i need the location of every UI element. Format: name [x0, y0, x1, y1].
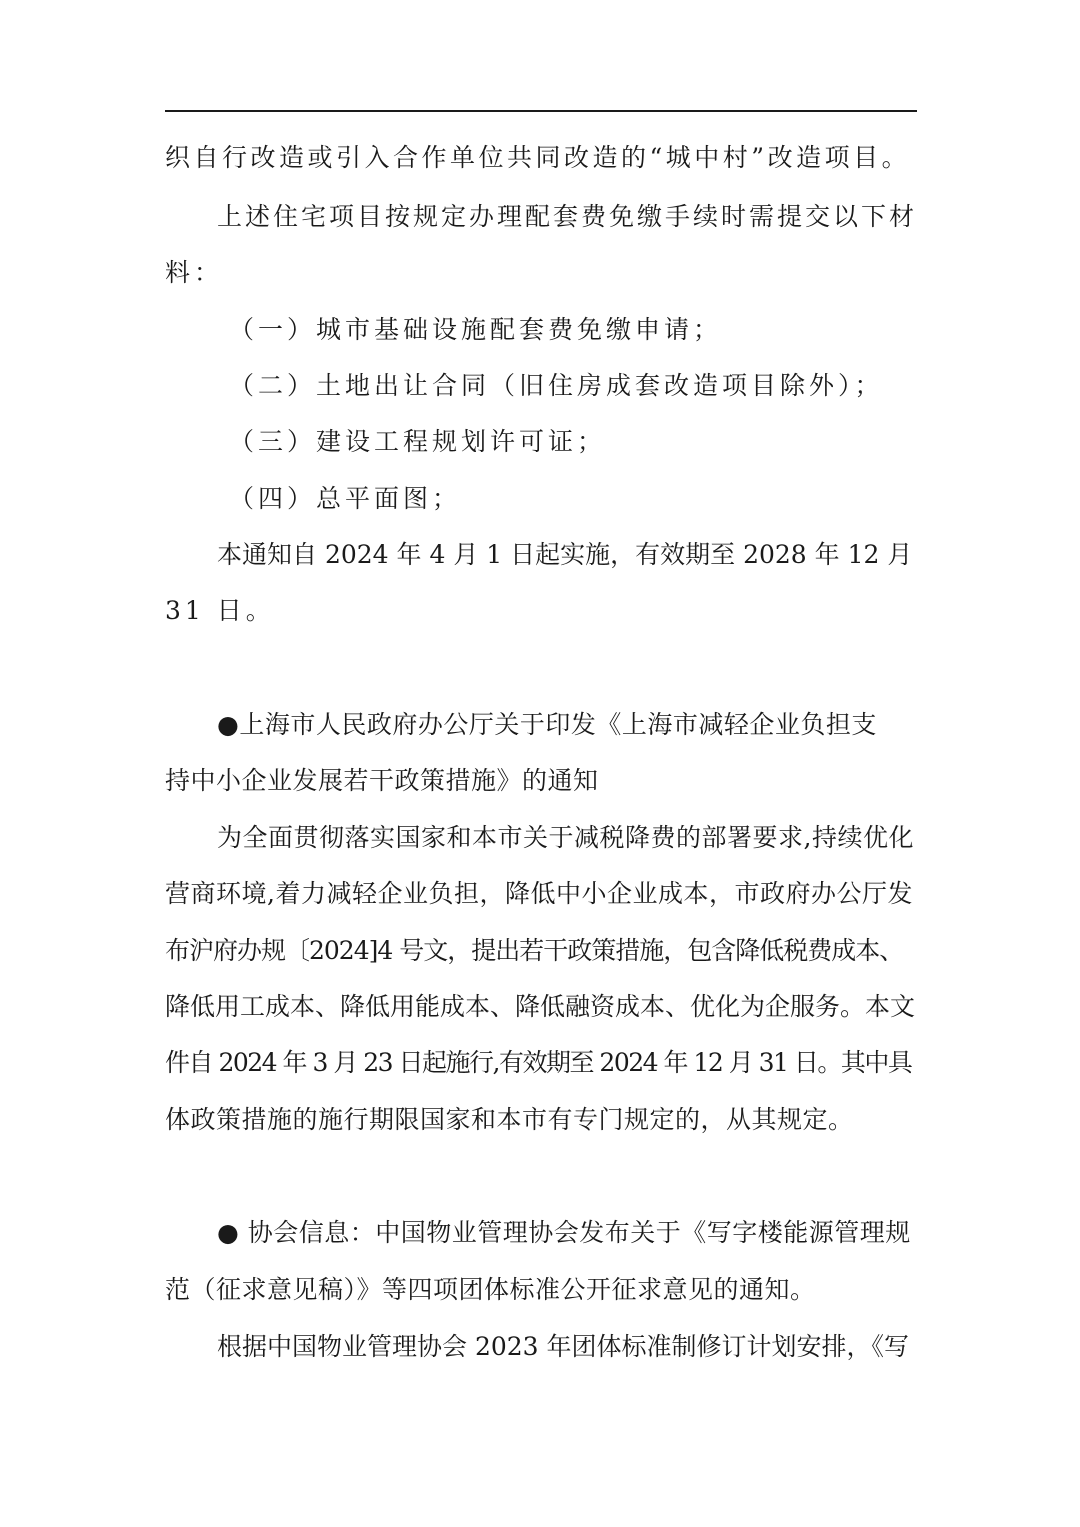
list-item: （一）城市基础设施配套费免缴申请； [229, 315, 723, 344]
paragraph-line: 降低用工成本、降低用能成本、降低融资成本、优化为企服务。本文 [165, 992, 916, 1021]
paragraph-line: 布沪府办规〔2024]4 号文，提出若干政策措施，包含降低税费成本、 [165, 936, 904, 965]
paragraph-line: 件自 2024 年 3 月 23 日起施行,有效期至 2024 年 12 月 31 日。其中具 [165, 1048, 912, 1077]
section-heading: 范（征求意见稿）》等四项团体标准公开征求意见的通知。 [165, 1275, 816, 1304]
paragraph-line: 上述住宅项目按规定办理配套费免缴手续时需提交以下材 [217, 202, 918, 231]
paragraph-line: 为全面贯彻落实国家和本市关于减税降费的部署要求,持续优化 [217, 823, 914, 852]
header-rule [165, 110, 917, 112]
paragraph-line: 体政策措施的施行期限国家和本市有专门规定的，从其规定。 [165, 1105, 854, 1134]
paragraph-line: 料： [165, 258, 224, 287]
section-heading: ●上海市人民政府办公厅关于印发《上海市减轻企业负担支 [217, 710, 877, 739]
list-item: （三）建设工程规划许可证； [229, 427, 607, 456]
section-heading: ● 协会信息：中国物业管理协会发布关于《写字楼能源管理规 [217, 1218, 911, 1247]
paragraph-line: 根据中国物业管理协会 2023 年团体标准制修订计划安排，《写 [217, 1332, 910, 1361]
section-heading: 持中小企业发展若干政策措施》的通知 [165, 766, 599, 795]
list-item: （二）土地出让合同（旧住房成套改造项目除外）； [229, 371, 884, 400]
paragraph-line: 织自行改造或引入合作单位共同改造的“城中村”改造项目。 [165, 143, 911, 172]
list-item: （四）总平面图； [229, 484, 462, 513]
paragraph-line: 本通知自 2024 年 4 月 1 日起实施，有效期至 2028 年 12 月 [217, 540, 913, 569]
paragraph-line: 31 日。 [165, 596, 275, 625]
paragraph-line: 营商环境,着力减轻企业负担，降低中小企业成本，市政府办公厅发 [165, 879, 913, 908]
